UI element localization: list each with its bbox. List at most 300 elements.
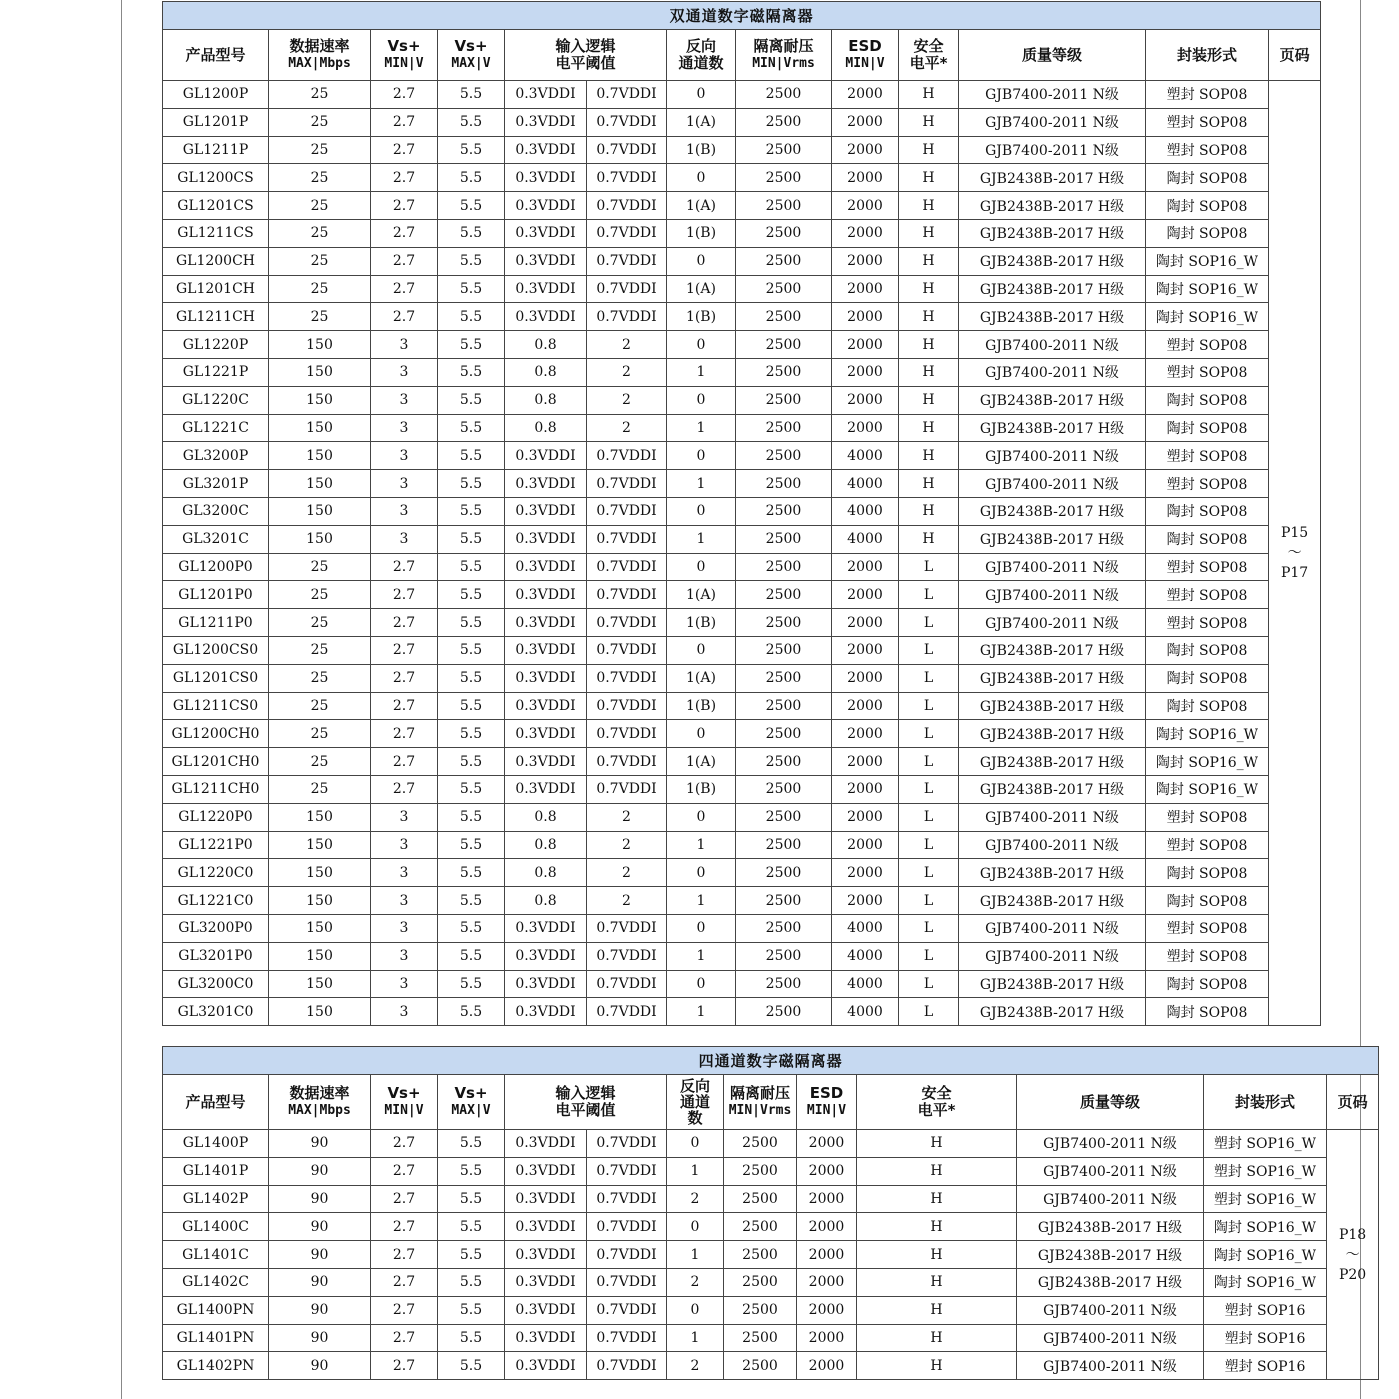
cell-model: GL1211CS — [163, 219, 269, 247]
cell-vs-max: 5.5 — [438, 803, 505, 831]
cell-reverse: 0 — [667, 553, 736, 581]
cell-vs-min: 3 — [371, 914, 438, 942]
cell-quality: GJB2438B-2017 H级 — [959, 525, 1146, 553]
table-row — [163, 970, 1321, 998]
table-row — [163, 581, 1321, 609]
cell-esd: 2000 — [832, 386, 899, 414]
cell-quality: GJB2438B-2017 H级 — [959, 887, 1146, 915]
cell-vs-min: 2.7 — [371, 1241, 438, 1269]
cell-isolation: 2500 — [724, 1324, 797, 1352]
cell-threshold-high: 0.7VDDI — [587, 497, 667, 525]
cell-safe: H — [899, 303, 959, 331]
cell-vs-max: 5.5 — [438, 859, 505, 887]
cell-model: GL1201CH0 — [163, 748, 269, 776]
cell-quality: GJB2438B-2017 H级 — [959, 692, 1146, 720]
cell-reverse: 1 — [667, 358, 736, 386]
cell-rate: 150 — [269, 887, 371, 915]
cell-threshold-low: 0.3VDDI — [505, 470, 587, 498]
cell-model: GL1402C — [163, 1268, 269, 1296]
cell-model: GL1402P — [163, 1185, 269, 1213]
cell-threshold-high: 0.7VDDI — [587, 1268, 667, 1296]
cell-vs-max: 5.5 — [438, 831, 505, 859]
cell-isolation: 2500 — [724, 1241, 797, 1269]
cell-reverse: 1 — [667, 887, 736, 915]
cell-threshold-high: 0.7VDDI — [587, 720, 667, 748]
table-title: 四通道数字磁隔离器 — [163, 1047, 1379, 1075]
cell-esd: 2000 — [832, 414, 899, 442]
cell-safe: H — [857, 1268, 1017, 1296]
cell-rate: 150 — [269, 386, 371, 414]
cell-model: GL1220P — [163, 331, 269, 359]
cell-safe: H — [899, 358, 959, 386]
cell-vs-min: 3 — [371, 970, 438, 998]
cell-esd: 4000 — [832, 914, 899, 942]
header-threshold: 输入逻辑 电平阈值 — [505, 30, 667, 81]
cell-vs-max: 5.5 — [438, 970, 505, 998]
cell-reverse: 0 — [667, 1130, 724, 1158]
table-row — [163, 1296, 1379, 1324]
cell-reverse: 2 — [667, 1185, 724, 1213]
cell-safe: H — [899, 275, 959, 303]
cell-package: 塑封 SOP08 — [1146, 442, 1269, 470]
cell-package: 塑封 SOP08 — [1146, 470, 1269, 498]
cell-threshold-high: 0.7VDDI — [587, 303, 667, 331]
cell-reverse: 1 — [667, 942, 736, 970]
cell-reverse: 1 — [667, 831, 736, 859]
cell-safe: H — [899, 136, 959, 164]
cell-vs-min: 2.7 — [371, 720, 438, 748]
cell-vs-min: 2.7 — [371, 1296, 438, 1324]
cell-package: 陶封 SOP08 — [1146, 192, 1269, 220]
cell-vs-max: 5.5 — [438, 219, 505, 247]
cell-quality: GJB2438B-2017 H级 — [959, 748, 1146, 776]
header-reverse: 反向 通道数 — [667, 30, 736, 81]
cell-safe: H — [899, 525, 959, 553]
cell-quality: GJB2438B-2017 H级 — [959, 664, 1146, 692]
cell-rate: 90 — [269, 1352, 371, 1380]
cell-model: GL1221C0 — [163, 887, 269, 915]
cell-rate: 25 — [269, 636, 371, 664]
cell-isolation: 2500 — [724, 1185, 797, 1213]
cell-vs-max: 5.5 — [438, 636, 505, 664]
cell-threshold-high: 0.7VDDI — [587, 581, 667, 609]
cell-esd: 2000 — [832, 136, 899, 164]
cell-package: 陶封 SOP08 — [1146, 970, 1269, 998]
cell-rate: 25 — [269, 692, 371, 720]
cell-threshold-low: 0.3VDDI — [505, 581, 587, 609]
cell-vs-max: 5.5 — [438, 1157, 505, 1185]
cell-threshold-low: 0.3VDDI — [505, 664, 587, 692]
cell-threshold-low: 0.3VDDI — [505, 442, 587, 470]
cell-vs-max: 5.5 — [438, 1352, 505, 1380]
cell-reverse: 0 — [667, 970, 736, 998]
cell-vs-min: 2.7 — [371, 775, 438, 803]
cell-model: GL1220C — [163, 386, 269, 414]
cell-safe: L — [899, 803, 959, 831]
cell-esd: 2000 — [832, 81, 899, 109]
cell-reverse: 0 — [667, 497, 736, 525]
cell-safe: L — [899, 636, 959, 664]
table-row — [163, 219, 1321, 247]
cell-esd: 2000 — [832, 164, 899, 192]
cell-esd: 2000 — [797, 1352, 857, 1380]
cell-vs-min: 3 — [371, 442, 438, 470]
cell-esd: 2000 — [832, 275, 899, 303]
cell-model: GL1200CS — [163, 164, 269, 192]
table-row — [163, 275, 1321, 303]
cell-isolation: 2500 — [736, 275, 832, 303]
cell-vs-max: 5.5 — [438, 164, 505, 192]
table-row — [163, 1241, 1379, 1269]
cell-model: GL1220C0 — [163, 859, 269, 887]
cell-vs-min: 2.7 — [371, 1324, 438, 1352]
cell-reverse: 1(A) — [667, 748, 736, 776]
cell-quality: GJB2438B-2017 H级 — [959, 275, 1146, 303]
cell-threshold-low: 0.8 — [505, 887, 587, 915]
cell-rate: 25 — [269, 748, 371, 776]
cell-quality: GJB2438B-2017 H级 — [1017, 1213, 1204, 1241]
table-row — [163, 1157, 1379, 1185]
cell-esd: 2000 — [832, 887, 899, 915]
cell-rate: 25 — [269, 303, 371, 331]
cell-quality: GJB7400-2011 N级 — [959, 914, 1146, 942]
cell-safe: L — [899, 831, 959, 859]
cell-esd: 4000 — [832, 497, 899, 525]
cell-model: GL1201CS0 — [163, 664, 269, 692]
cell-isolation: 2500 — [736, 81, 832, 109]
cell-threshold-high: 0.7VDDI — [587, 1296, 667, 1324]
cell-safe: L — [899, 859, 959, 887]
cell-vs-min: 2.7 — [371, 1213, 438, 1241]
cell-safe: H — [899, 331, 959, 359]
cell-rate: 90 — [269, 1268, 371, 1296]
header-vs-min: Vs+ MIN|V — [371, 30, 438, 81]
cell-reverse: 0 — [667, 720, 736, 748]
cell-esd: 2000 — [832, 553, 899, 581]
cell-reverse: 1(B) — [667, 136, 736, 164]
cell-model: GL1401P — [163, 1157, 269, 1185]
cell-model: GL1401PN — [163, 1324, 269, 1352]
cell-isolation: 2500 — [736, 303, 832, 331]
cell-threshold-high: 0.7VDDI — [587, 1352, 667, 1380]
cell-threshold-low: 0.3VDDI — [505, 636, 587, 664]
cell-reverse: 0 — [667, 859, 736, 887]
cell-threshold-high: 0.7VDDI — [587, 136, 667, 164]
cell-quality: GJB2438B-2017 H级 — [959, 775, 1146, 803]
table-row — [163, 553, 1321, 581]
cell-rate: 150 — [269, 442, 371, 470]
cell-vs-max: 5.5 — [438, 497, 505, 525]
cell-package: 陶封 SOP08 — [1146, 692, 1269, 720]
cell-package: 陶封 SOP16_W — [1146, 720, 1269, 748]
cell-model: GL1401C — [163, 1241, 269, 1269]
cell-safe: L — [899, 775, 959, 803]
table-row — [163, 414, 1321, 442]
cell-threshold-low: 0.8 — [505, 803, 587, 831]
cell-reverse: 0 — [667, 1213, 724, 1241]
table-row — [163, 1352, 1379, 1380]
cell-reverse: 0 — [667, 81, 736, 109]
cell-threshold-low: 0.8 — [505, 414, 587, 442]
cell-rate: 150 — [269, 831, 371, 859]
cell-vs-min: 2.7 — [371, 1157, 438, 1185]
cell-safe: L — [899, 581, 959, 609]
cell-package: 陶封 SOP08 — [1146, 636, 1269, 664]
cell-reverse: 1(A) — [667, 192, 736, 220]
table-row — [163, 1324, 1379, 1352]
cell-isolation: 2500 — [736, 442, 832, 470]
cell-quality: GJB7400-2011 N级 — [1017, 1157, 1204, 1185]
cell-esd: 2000 — [797, 1296, 857, 1324]
cell-rate: 25 — [269, 720, 371, 748]
cell-threshold-low: 0.3VDDI — [505, 553, 587, 581]
cell-model: GL1211CS0 — [163, 692, 269, 720]
cell-vs-min: 2.7 — [371, 192, 438, 220]
cell-esd: 2000 — [797, 1268, 857, 1296]
cell-threshold-high: 0.7VDDI — [587, 275, 667, 303]
cell-quality: GJB2438B-2017 H级 — [959, 219, 1146, 247]
cell-model: GL3201P — [163, 470, 269, 498]
header-reverse: 反向 通道 数 — [667, 1075, 724, 1130]
cell-vs-min: 3 — [371, 525, 438, 553]
cell-model: GL3200P — [163, 442, 269, 470]
cell-model: GL1201P0 — [163, 581, 269, 609]
cell-esd: 4000 — [832, 942, 899, 970]
cell-quality: GJB2438B-2017 H级 — [959, 303, 1146, 331]
cell-vs-min: 2.7 — [371, 247, 438, 275]
cell-reverse: 1 — [667, 1157, 724, 1185]
page-reference: P15 ～ P17 — [1269, 81, 1321, 1026]
cell-safe: L — [899, 553, 959, 581]
cell-threshold-high: 0.7VDDI — [587, 1213, 667, 1241]
cell-vs-min: 2.7 — [371, 748, 438, 776]
cell-threshold-low: 0.3VDDI — [505, 164, 587, 192]
cell-threshold-high: 0.7VDDI — [587, 942, 667, 970]
cell-quality: GJB7400-2011 N级 — [959, 136, 1146, 164]
cell-package: 陶封 SOP16_W — [1204, 1241, 1327, 1269]
table-row — [163, 525, 1321, 553]
cell-safe: H — [899, 192, 959, 220]
cell-vs-max: 5.5 — [438, 998, 505, 1026]
cell-vs-min: 3 — [371, 887, 438, 915]
cell-threshold-high: 0.7VDDI — [587, 192, 667, 220]
cell-threshold-high: 2 — [587, 859, 667, 887]
cell-vs-max: 5.5 — [438, 775, 505, 803]
cell-safe: L — [899, 942, 959, 970]
cell-safe: H — [899, 108, 959, 136]
cell-threshold-high: 0.7VDDI — [587, 442, 667, 470]
cell-vs-min: 2.7 — [371, 692, 438, 720]
cell-isolation: 2500 — [736, 497, 832, 525]
table-title: 双通道数字磁隔离器 — [163, 2, 1321, 30]
cell-threshold-low: 0.3VDDI — [505, 1213, 587, 1241]
cell-threshold-low: 0.3VDDI — [505, 81, 587, 109]
cell-isolation: 2500 — [736, 664, 832, 692]
cell-quality: GJB7400-2011 N级 — [1017, 1296, 1204, 1324]
cell-threshold-low: 0.3VDDI — [505, 1352, 587, 1380]
cell-quality: GJB2438B-2017 H级 — [1017, 1241, 1204, 1269]
cell-package: 陶封 SOP16_W — [1146, 748, 1269, 776]
cell-rate: 90 — [269, 1324, 371, 1352]
cell-rate: 90 — [269, 1130, 371, 1158]
cell-package: 陶封 SOP08 — [1146, 386, 1269, 414]
cell-vs-min: 2.7 — [371, 164, 438, 192]
cell-model: GL1211P0 — [163, 609, 269, 637]
cell-threshold-low: 0.3VDDI — [505, 1324, 587, 1352]
cell-package: 陶封 SOP16_W — [1146, 247, 1269, 275]
cell-rate: 25 — [269, 136, 371, 164]
cell-model: GL1201CS — [163, 192, 269, 220]
cell-quality: GJB7400-2011 N级 — [959, 331, 1146, 359]
cell-vs-min: 3 — [371, 497, 438, 525]
cell-isolation: 2500 — [736, 609, 832, 637]
cell-package: 塑封 SOP16 — [1204, 1296, 1327, 1324]
cell-threshold-high: 0.7VDDI — [587, 636, 667, 664]
cell-safe: H — [857, 1130, 1017, 1158]
cell-rate: 150 — [269, 970, 371, 998]
cell-isolation: 2500 — [736, 859, 832, 887]
cell-package: 陶封 SOP08 — [1146, 998, 1269, 1026]
page-reference: P18 ～ P20 — [1327, 1130, 1379, 1380]
cell-reverse: 0 — [667, 164, 736, 192]
cell-vs-max: 5.5 — [438, 247, 505, 275]
cell-quality: GJB2438B-2017 H级 — [959, 192, 1146, 220]
cell-vs-min: 2.7 — [371, 303, 438, 331]
cell-package: 塑封 SOP08 — [1146, 803, 1269, 831]
cell-reverse: 1 — [667, 525, 736, 553]
cell-vs-max: 5.5 — [438, 81, 505, 109]
cell-esd: 2000 — [832, 192, 899, 220]
cell-model: GL3201P0 — [163, 942, 269, 970]
cell-reverse: 1(B) — [667, 775, 736, 803]
cell-reverse: 1 — [667, 414, 736, 442]
cell-threshold-low: 0.3VDDI — [505, 192, 587, 220]
cell-rate: 150 — [269, 803, 371, 831]
cell-esd: 2000 — [797, 1157, 857, 1185]
cell-isolation: 2500 — [736, 581, 832, 609]
table-row — [163, 331, 1321, 359]
table-row — [163, 942, 1321, 970]
cell-isolation: 2500 — [736, 358, 832, 386]
cell-vs-min: 3 — [371, 859, 438, 887]
cell-safe: H — [899, 219, 959, 247]
cell-reverse: 1(A) — [667, 664, 736, 692]
header-rate: 数据速率 MAX|Mbps — [269, 30, 371, 81]
cell-rate: 25 — [269, 164, 371, 192]
cell-vs-max: 5.5 — [438, 1241, 505, 1269]
cell-reverse: 0 — [667, 1296, 724, 1324]
cell-isolation: 2500 — [736, 831, 832, 859]
cell-threshold-low: 0.3VDDI — [505, 497, 587, 525]
cell-quality: GJB7400-2011 N级 — [959, 553, 1146, 581]
cell-threshold-high: 2 — [587, 831, 667, 859]
cell-reverse: 0 — [667, 331, 736, 359]
cell-rate: 90 — [269, 1296, 371, 1324]
cell-package: 陶封 SOP16_W — [1204, 1213, 1327, 1241]
cell-safe: L — [899, 914, 959, 942]
cell-vs-max: 5.5 — [438, 887, 505, 915]
cell-rate: 90 — [269, 1185, 371, 1213]
cell-reverse: 1 — [667, 998, 736, 1026]
cell-quality: GJB7400-2011 N级 — [959, 442, 1146, 470]
header-vs-max: Vs+ MAX|V — [438, 1075, 505, 1130]
cell-rate: 25 — [269, 775, 371, 803]
cell-model: GL1400PN — [163, 1296, 269, 1324]
cell-threshold-high: 0.7VDDI — [587, 164, 667, 192]
cell-threshold-high: 0.7VDDI — [587, 108, 667, 136]
cell-isolation: 2500 — [736, 470, 832, 498]
cell-esd: 2000 — [832, 247, 899, 275]
cell-threshold-low: 0.3VDDI — [505, 942, 587, 970]
header-esd: ESD MIN|V — [797, 1075, 857, 1130]
header-isolation: 隔离耐压 MIN|Vrms — [736, 30, 832, 81]
cell-vs-max: 5.5 — [438, 192, 505, 220]
cell-safe: L — [899, 720, 959, 748]
cell-model: GL1402PN — [163, 1352, 269, 1380]
cell-threshold-high: 0.7VDDI — [587, 1185, 667, 1213]
cell-isolation: 2500 — [736, 692, 832, 720]
cell-threshold-low: 0.3VDDI — [505, 275, 587, 303]
cell-quality: GJB2438B-2017 H级 — [959, 636, 1146, 664]
cell-vs-min: 2.7 — [371, 1352, 438, 1380]
cell-vs-min: 2.7 — [371, 553, 438, 581]
cell-threshold-low: 0.3VDDI — [505, 692, 587, 720]
cell-esd: 2000 — [832, 831, 899, 859]
cell-esd: 2000 — [832, 219, 899, 247]
cell-quality: GJB2438B-2017 H级 — [959, 998, 1146, 1026]
cell-quality: GJB7400-2011 N级 — [959, 358, 1146, 386]
cell-threshold-low: 0.3VDDI — [505, 1130, 587, 1158]
cell-package: 陶封 SOP08 — [1146, 859, 1269, 887]
cell-package: 塑封 SOP16_W — [1204, 1185, 1327, 1213]
cell-reverse: 0 — [667, 636, 736, 664]
cell-esd: 2000 — [832, 803, 899, 831]
cell-quality: GJB7400-2011 N级 — [959, 108, 1146, 136]
cell-model: GL1211CH0 — [163, 775, 269, 803]
cell-vs-max: 5.5 — [438, 331, 505, 359]
cell-model: GL1400P — [163, 1130, 269, 1158]
cell-threshold-low: 0.8 — [505, 386, 587, 414]
header-esd: ESD MIN|V — [832, 30, 899, 81]
cell-vs-max: 5.5 — [438, 1213, 505, 1241]
cell-esd: 2000 — [832, 720, 899, 748]
cell-threshold-low: 0.3VDDI — [505, 748, 587, 776]
cell-vs-max: 5.5 — [438, 136, 505, 164]
cell-rate: 150 — [269, 358, 371, 386]
cell-vs-max: 5.5 — [438, 442, 505, 470]
cell-threshold-high: 0.7VDDI — [587, 81, 667, 109]
header-safe: 安全 电平* — [857, 1075, 1017, 1130]
cell-isolation: 2500 — [736, 192, 832, 220]
cell-reverse: 1(A) — [667, 581, 736, 609]
table-row — [163, 664, 1321, 692]
cell-quality: GJB7400-2011 N级 — [959, 609, 1146, 637]
cell-reverse: 1(B) — [667, 219, 736, 247]
cell-vs-max: 5.5 — [438, 581, 505, 609]
cell-isolation: 2500 — [724, 1268, 797, 1296]
cell-vs-max: 5.5 — [438, 1296, 505, 1324]
cell-vs-max: 5.5 — [438, 720, 505, 748]
header-page: 页码 — [1327, 1075, 1379, 1130]
header-threshold: 输入逻辑 电平阈值 — [505, 1075, 667, 1130]
cell-vs-min: 2.7 — [371, 108, 438, 136]
cell-vs-max: 5.5 — [438, 942, 505, 970]
header-package: 封装形式 — [1204, 1075, 1327, 1130]
cell-quality: GJB2438B-2017 H级 — [959, 247, 1146, 275]
cell-model: GL1221P — [163, 358, 269, 386]
cell-isolation: 2500 — [736, 553, 832, 581]
cell-threshold-low: 0.8 — [505, 831, 587, 859]
